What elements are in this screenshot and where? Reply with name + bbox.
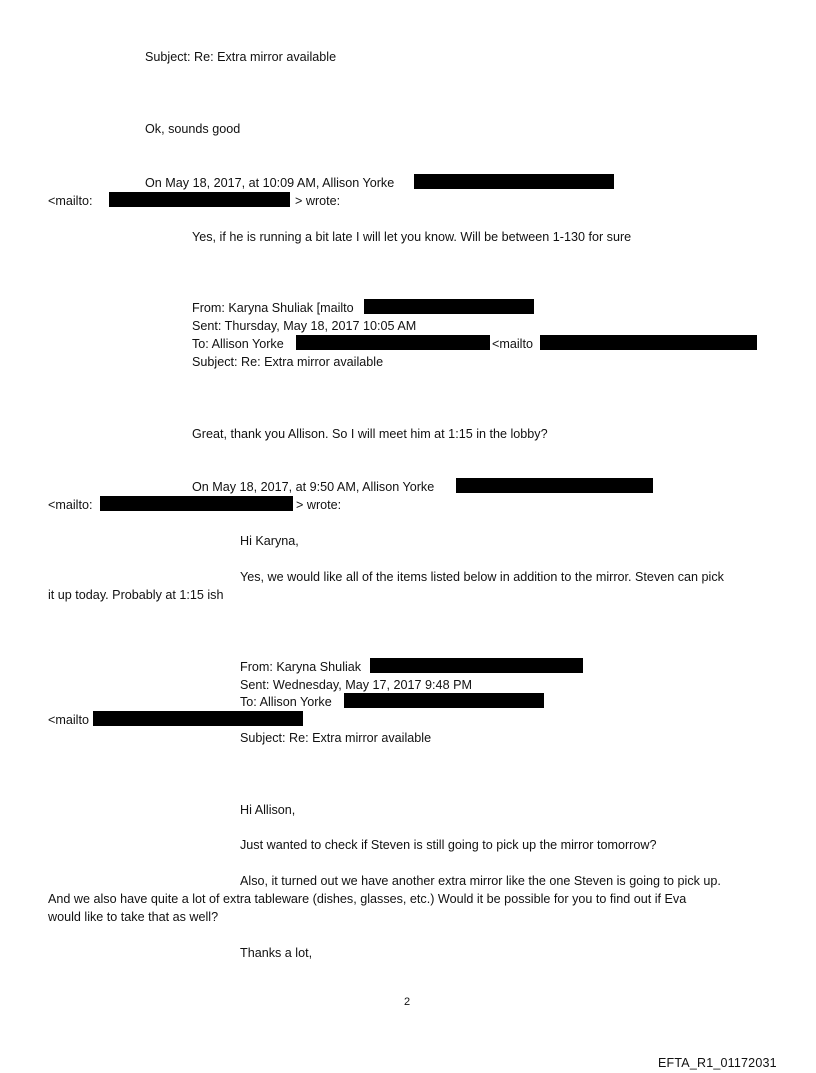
quote-mailto: <mailto: [48,194,93,208]
message-body-line: And we also have quite a lot of extra tableware (dishes, glasses, etc.) Would it be possible for you to find out if Eva [48,892,687,906]
redaction-box [109,192,290,207]
quote-wrote: > wrote: [295,194,341,208]
redaction-box [414,174,614,189]
sent-line: Sent: Wednesday, May 17, 2017 9:48 PM [240,678,472,692]
message-body-line: would like to take that as well? [48,910,219,924]
redaction-box [456,478,653,493]
message-body: Just wanted to check if Steven is still going to pick up the mirror tomorrow? [240,838,657,852]
quote-header: On May 18, 2017, at 9:50 AM, Allison Yorke [192,480,435,494]
to-mailto: <mailto [492,337,533,351]
redaction-box [93,711,303,726]
document-id: EFTA_R1_01172031 [658,1056,777,1070]
redaction-box [364,299,534,314]
message-body: Yes, if he is running a bit late I will let you know. Will be between 1-130 for sure [192,230,632,244]
message-body-line: Also, it turned out we have another extra mirror like the one Steven is going to pick up. [240,874,721,888]
subject-line: Subject: Re: Extra mirror available [240,731,432,745]
greeting: Hi Karyna, [240,534,299,548]
from-line: From: Karyna Shuliak [mailto [192,301,354,315]
from-line: From: Karyna Shuliak [240,660,362,674]
redaction-box [540,335,757,350]
to-mailto: <mailto [48,713,89,727]
message-body: Ok, sounds good [145,122,241,136]
redaction-box [100,496,293,511]
to-line: To: Allison Yorke [192,337,284,351]
page-number: 2 [404,996,411,1008]
quote-header: On May 18, 2017, at 10:09 AM, Allison Yorke [145,176,395,190]
message-body-line: Yes, we would like all of the items listed below in addition to the mirror. Steven can pick [240,570,724,584]
redaction-box [296,335,490,350]
subject-line: Subject: Re: Extra mirror available [192,355,384,369]
to-line: To: Allison Yorke [240,695,332,709]
quote-wrote: > wrote: [296,498,342,512]
greeting: Hi Allison, [240,803,296,817]
subject-line: Subject: Re: Extra mirror available [145,50,337,64]
redaction-box [370,658,583,673]
message-body-line: it up today. Probably at 1:15 ish [48,588,224,602]
quote-mailto: <mailto: [48,498,93,512]
message-body: Great, thank you Allison. So I will meet him at 1:15 in the lobby? [192,427,548,441]
closing: Thanks a lot, [240,946,313,960]
redaction-box [344,693,544,708]
sent-line: Sent: Thursday, May 18, 2017 10:05 AM [192,319,417,333]
